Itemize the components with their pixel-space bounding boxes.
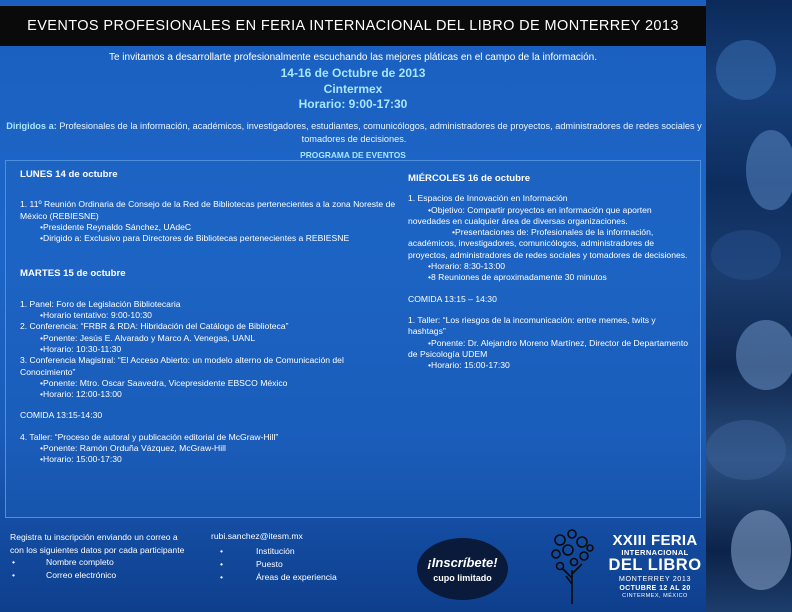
event-item: 2. Conferencia: “FRBR & RDA: Hibridación del Catálogo de Biblioteca”: [20, 321, 289, 332]
event-detail: •Dirigido a: Exclusivo para Directores de Bibliotecas pertenecientes a REBIESNE: [40, 233, 350, 244]
event-hours: Horario: 9:00-17:30: [298, 97, 408, 111]
day-title-tuesday: MARTES 15 de octubre: [20, 268, 126, 280]
event-venue: Cintermex: [323, 81, 383, 96]
fair-logo-line: DEL LIBRO: [608, 556, 702, 574]
fair-logo-line: XXIII FERIA: [612, 532, 698, 549]
event-detail: •Presidente Reynaldo Sánchez, UAdeC: [40, 221, 192, 232]
registration-list-right: [220, 545, 337, 584]
event-detail: •Ponente: Ramón Orduña Vázquez, McGraw-Hill: [40, 443, 226, 454]
event-detail: •Horario: 15:00-17:30: [428, 360, 510, 371]
event-dates: 14-16 de Octubre de 2013: [280, 66, 426, 80]
photo-strip: [706, 0, 792, 612]
program-title: PROGRAMA DE EVENTOS: [300, 150, 406, 160]
event-item: 3. Conferencia Magistral: “El Acceso Abierto: un modelo alterno de Comunicación del Conocimiento”: [20, 355, 344, 377]
bullet: •: [220, 572, 224, 582]
event-detail: •Horario: 10:30-11:30: [40, 343, 122, 354]
day-title-wednesday: MIÉRCOLES 16 de octubre: [408, 173, 531, 184]
bullet: •: [220, 546, 224, 556]
event-detail: •Ponente: Mtro. Oscar Saavedra, Vicepresidente EBSCO México: [40, 377, 288, 388]
event-detail: •Ponente: Dr. Alejandro Moreno Martínez, Director de Departamento de Psicología UDEM: [408, 337, 688, 359]
registration-line-1: Registra tu inscripción enviando un correo a: [10, 532, 178, 542]
list-item-label: Puesto: [256, 559, 283, 569]
left-column: [20, 169, 400, 466]
fair-logo-line: INTERNACIONAL: [621, 548, 689, 557]
header-bar: [0, 6, 706, 46]
register-cta-bubble[interactable]: [417, 538, 508, 600]
event-item: 1. Taller: “Los riesgos de la incomunicación: entre memes, twits y hashtags”: [408, 314, 656, 337]
day-title-monday: LUNES 14 de octubre: [20, 169, 118, 180]
lunch-break: COMIDA 13:15-14:30: [20, 410, 103, 421]
event-detail: •Horario: 8:30-13:00: [428, 261, 506, 272]
cta-title: ¡Inscríbete!: [427, 555, 498, 570]
list-item-label: Institución: [256, 546, 295, 556]
intro-block: [0, 52, 706, 113]
audience-lead: Dirigidos a:: [6, 121, 57, 131]
list-item: [220, 558, 337, 571]
bullet: •: [12, 557, 16, 567]
registration-email-link[interactable]: rubi.sanchez@itesm.mx: [211, 531, 303, 541]
registration-line-2: con los siguientes datos por cada participante: [10, 544, 185, 555]
event-detail: •Presentaciones de: Profesionales de la información, académicos, investigadores, comunicólogos, administradores de proyectos, administradores de redes sociales y tomadores de decisiones.: [408, 227, 688, 260]
list-item: [12, 569, 230, 582]
event-item: 1. Espacios de Innovación en Información: [408, 193, 568, 204]
events-box: [5, 160, 701, 518]
event-item: 4. Taller: “Proceso de autoral y publicación editorial de McGraw-Hill”: [20, 431, 279, 442]
list-item: [220, 545, 337, 558]
bullet: •: [12, 569, 16, 580]
list-item: [220, 571, 337, 584]
fair-logo-line: CINTERMEX, MÉXICO: [622, 593, 688, 599]
event-item: 1. Panel: Foro de Legislación Bibliotecaria: [20, 298, 181, 309]
book-fair-logo-text: [608, 533, 702, 600]
fair-logo-line: OCTUBRE 12 AL 20: [619, 585, 691, 592]
event-detail: •Horario: 15:00-17:30: [40, 454, 122, 465]
event-detail: •Horario: 12:00-13:00: [40, 389, 122, 400]
list-item-label: Áreas de experiencia: [256, 572, 337, 582]
audience-text: [6, 120, 702, 145]
list-item-label: Correo electrónico: [46, 569, 117, 580]
bullet: •: [220, 559, 224, 569]
list-item-label: Nombre completo: [46, 557, 114, 567]
cta-subtitle: cupo limitado: [433, 573, 492, 583]
registration-info: [10, 531, 230, 581]
invite-text: Te invitamos a desarrollarte profesionalmente escuchando las mejores pláticas en el campo de la información.: [108, 52, 598, 63]
registration-list-left: [10, 556, 230, 581]
event-detail: •8 Reuniones de aproximadamente 30 minutos: [428, 272, 607, 283]
event-item: 1. 11º Reunión Ordinaria de Consejo de la Red de Bibliotecas pertenecientes a la zona Noreste de México (REBIESNE): [20, 199, 396, 221]
page-title: EVENTOS PROFESIONALES EN FERIA INTERNACIONAL DEL LIBRO DE MONTERREY 2013: [27, 18, 679, 34]
list-item: [12, 556, 230, 569]
event-detail: •Horario tentativo: 9:00-10:30: [40, 310, 152, 321]
lunch-break: COMIDA 13:15 – 14:30: [408, 293, 497, 304]
fair-logo-line: MONTERREY 2013: [618, 574, 692, 583]
audience-description: Profesionales de la información, académicos, investigadores, estudiantes, comunicólogos, administradores de proyectos, administradores de redes sociales y tomadores de decisiones.: [59, 121, 702, 144]
right-column: [408, 173, 688, 371]
event-detail: •Objetivo: Compartir proyectos en información que aporten novedades en cualquier área de diversas organizaciones.: [408, 204, 652, 226]
event-detail: •Ponente: Jesús E. Alvarado y Marco A. Venegas, UANL: [40, 332, 256, 343]
